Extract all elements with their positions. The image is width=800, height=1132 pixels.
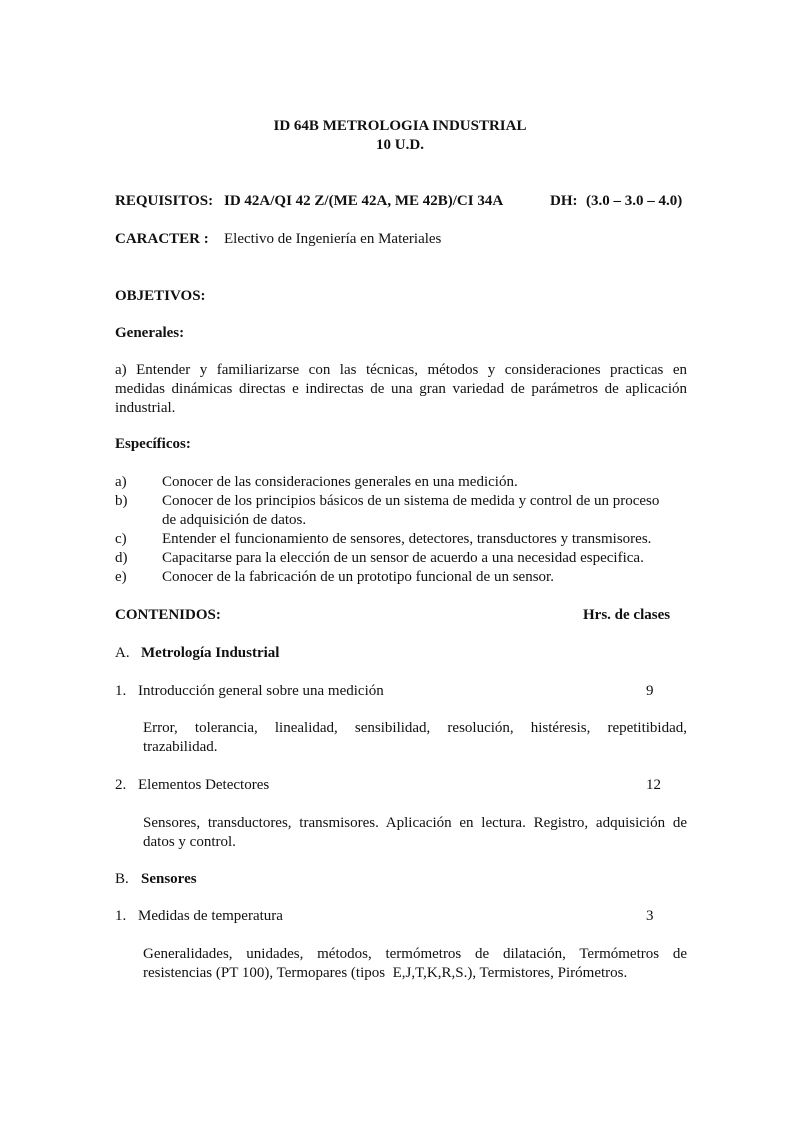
section-title: Sensores — [141, 871, 197, 887]
generales-line: industrial. — [115, 400, 176, 416]
especificos-text: Conocer de las consideraciones generales en una medición. — [162, 474, 518, 490]
description-line: trazabilidad. — [143, 739, 218, 755]
especificos-heading: Específicos: — [115, 436, 191, 452]
item-hours: 3 — [646, 908, 654, 924]
especificos-marker: c) — [115, 531, 127, 547]
contenidos-heading: CONTENIDOS: — [115, 607, 221, 623]
hours-heading: Hrs. de clases — [583, 607, 671, 623]
item-description — [143, 945, 687, 983]
item-description — [143, 814, 687, 852]
description-line: Error, tolerancia, linealidad, sensibilidad, resolución, histéresis, repetitibidad, — [143, 720, 687, 736]
course-units: 10 U.D. — [376, 137, 424, 153]
course-title: ID 64B METROLOGIA INDUSTRIAL — [273, 118, 527, 134]
item-description — [143, 719, 687, 757]
especificos-text: Entender el funcionamiento de sensores, detectores, transductores y transmisores. — [162, 531, 652, 547]
generales-paragraph — [115, 361, 687, 418]
dh-value: (3.0 – 3.0 – 4.0) — [586, 193, 683, 209]
objetivos-heading: OBJETIVOS: — [115, 288, 206, 304]
especificos-marker: e) — [115, 569, 127, 585]
especificos-text: de adquisición de datos. — [162, 512, 307, 528]
especificos-text: Conocer de los principios básicos de un sistema de medida y control de un proceso — [162, 493, 660, 509]
item-hours: 9 — [646, 683, 654, 699]
item-title: Elementos Detectores — [138, 777, 270, 793]
item-number: 2. — [115, 777, 127, 793]
section-marker: A. — [115, 645, 130, 661]
caracter-value: Electivo de Ingeniería en Materiales — [224, 231, 442, 247]
generales-line: a) Entender y familiarizarse con las técnicas, métodos y consideraciones practicas en — [115, 362, 687, 378]
item-title: Medidas de temperatura — [138, 908, 283, 924]
especificos-marker: d) — [115, 550, 128, 566]
description-line: resistencias (PT 100), Termopares (tipos E,J,T,K,R,S.), Termistores, Pirómetros. — [143, 965, 628, 981]
generales-heading: Generales: — [115, 325, 185, 341]
especificos-marker: b) — [115, 493, 128, 509]
caracter-label: CARACTER : — [115, 231, 209, 247]
dh-label: DH: — [550, 193, 578, 209]
especificos-marker: a) — [115, 474, 127, 490]
item-title: Introducción general sobre una medición — [138, 683, 384, 699]
description-line: datos y control. — [143, 834, 236, 850]
description-line: Sensores, transductores, transmisores. Aplicación en lectura. Registro, adquisición de — [143, 815, 687, 831]
description-line: Generalidades, unidades, métodos, termómetros de dilatación, Termómetros de — [143, 946, 687, 962]
item-number: 1. — [115, 908, 127, 924]
item-number: 1. — [115, 683, 127, 699]
section-title: Metrología Industrial — [141, 645, 280, 661]
especificos-text: Conocer de la fabricación de un prototipo funcional de un sensor. — [162, 569, 554, 585]
especificos-text: Capacitarse para la elección de un sensor de acuerdo a una necesidad especifica. — [162, 550, 644, 566]
item-hours: 12 — [646, 777, 661, 793]
requisitos-label: REQUISITOS: — [115, 193, 214, 209]
section-marker: B. — [115, 871, 129, 887]
requisitos-value: ID 42A/QI 42 Z/(ME 42A, ME 42B)/CI 34A — [224, 193, 504, 209]
generales-line: medidas dinámicas directas e indirectas de una gran variedad de parámetros de aplicación — [115, 381, 687, 397]
